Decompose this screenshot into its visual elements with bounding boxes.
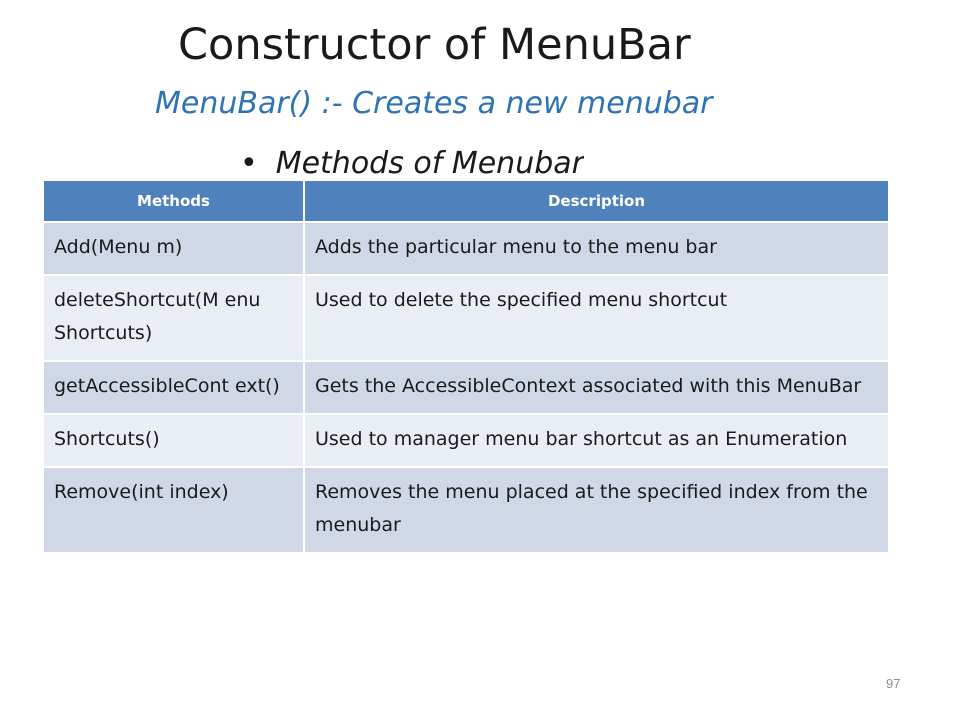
table-row bbox=[44, 361, 888, 414]
description-cell: Used to delete the specified menu shortcut bbox=[304, 275, 888, 361]
description-cell: Gets the AccessibleContext associated with this MenuBar bbox=[304, 361, 888, 414]
description-cell: Adds the particular menu to the menu bar bbox=[304, 222, 888, 275]
table-header-row bbox=[44, 181, 888, 222]
method-cell: Shortcuts() bbox=[44, 414, 304, 467]
methods-table bbox=[44, 181, 888, 552]
bullet-icon: • bbox=[240, 146, 258, 180]
method-cell: Remove(int index) bbox=[44, 467, 304, 552]
slide-title: Constructor of MenuBar bbox=[178, 20, 691, 70]
header-methods: Methods bbox=[44, 181, 304, 222]
header-description: Description bbox=[304, 181, 888, 222]
slide-subtitle: MenuBar() :- Creates a new menubar bbox=[155, 86, 713, 121]
method-cell: deleteShortcut(M enu Shortcuts) bbox=[44, 275, 304, 361]
bullet-item bbox=[240, 146, 584, 180]
description-cell: Removes the menu placed at the specified index from the menubar bbox=[304, 467, 888, 552]
page-number: 97 bbox=[886, 676, 901, 691]
table-row bbox=[44, 275, 888, 361]
table-row bbox=[44, 467, 888, 552]
bullet-text: Methods of Menubar bbox=[275, 146, 584, 180]
method-cell: Add(Menu m) bbox=[44, 222, 304, 275]
method-cell: getAccessibleCont ext() bbox=[44, 361, 304, 414]
table-row bbox=[44, 222, 888, 275]
description-cell: Used to manager menu bar shortcut as an Enumeration bbox=[304, 414, 888, 467]
table-row bbox=[44, 414, 888, 467]
